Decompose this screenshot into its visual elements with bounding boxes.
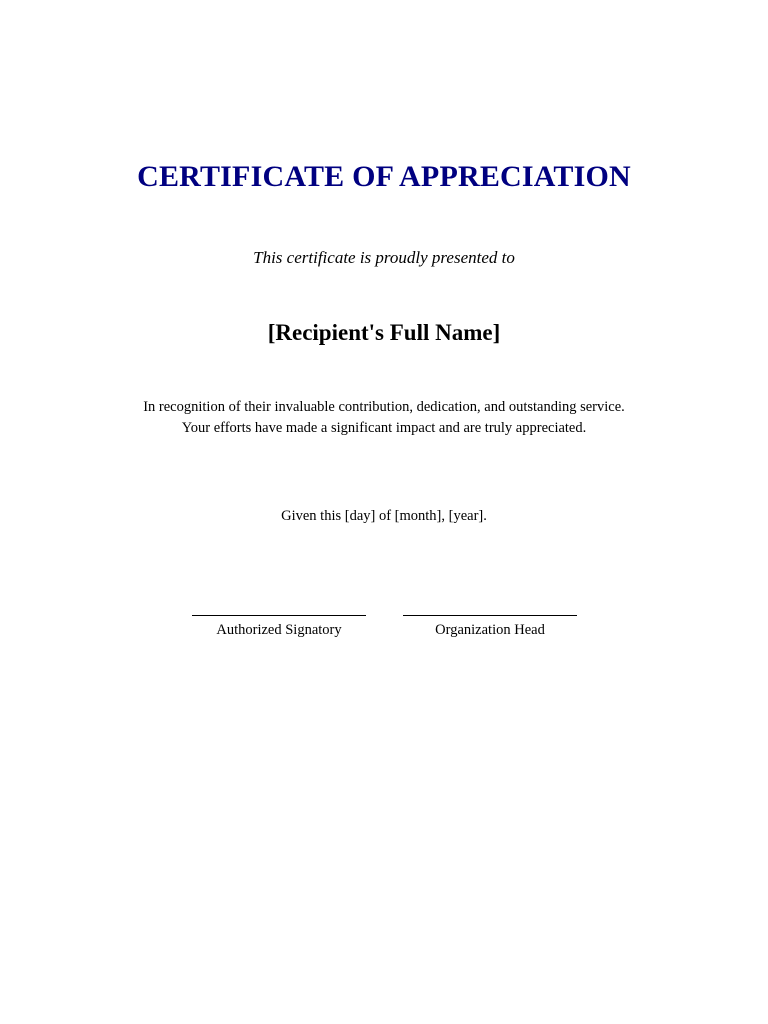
presented-to-text: This certificate is proudly presented to [253, 248, 515, 267]
signature-label: Authorized Signatory [216, 622, 342, 638]
signature-block-organization-head [403, 598, 577, 640]
given-date-text: Given this [day] of [month], [year]. [281, 508, 487, 524]
certificate-title: CERTIFICATE OF APPRECIATION [137, 160, 631, 193]
recipient-name: [Recipient's Full Name] [267, 320, 501, 345]
signature-block-authorized [192, 598, 366, 640]
recognition-text [0, 397, 768, 438]
recognition-line: Your efforts have made a significant impact and are truly appreciated. [181, 419, 587, 436]
signature-label: Organization Head [435, 622, 545, 638]
recognition-line: In recognition of their invaluable contribution, dedication, and outstanding service. [143, 399, 625, 415]
signature-line [403, 615, 577, 616]
signature-line [192, 615, 366, 616]
